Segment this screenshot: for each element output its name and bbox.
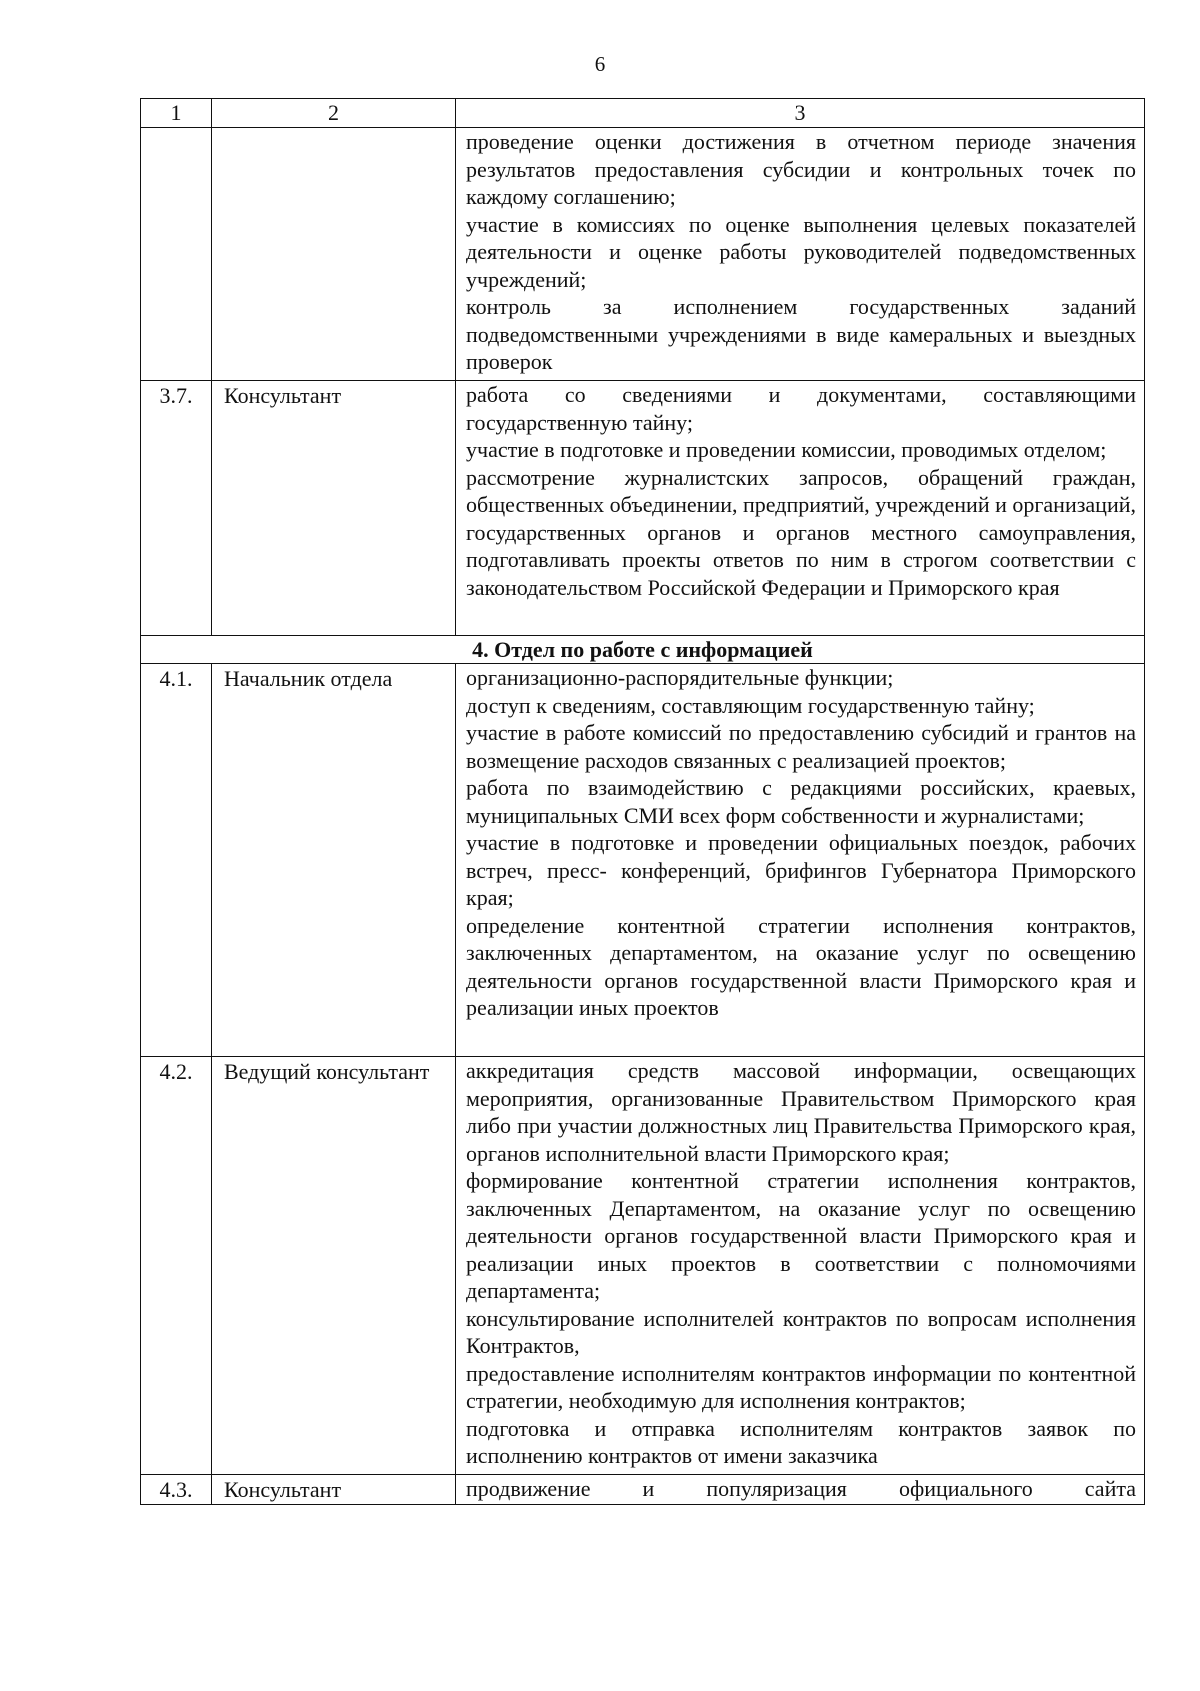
position-title — [212, 128, 456, 381]
duty-item: формирование контентной стратегии исполнения контрактов, заключенных Департаментом, на оказание услуг по освещению деятельности органов государственной власти Приморского края и реализации иных проектов в соответствии с полномочиями департамента; — [466, 1168, 1136, 1303]
table-row — [141, 381, 1145, 636]
duty-item: участие в работе комиссий по предоставлению субсидий и грантов на возмещение расходов связанных с реализацией проектов; — [466, 720, 1136, 773]
duty-item: участие в подготовке и проведении официальных поездок, рабочих встреч, пресс- конференций, брифингов Губернатора Приморского края; — [466, 830, 1136, 910]
duties-cell — [456, 128, 1145, 381]
duty-item: работа по взаимодействию с редакциями российских, краевых, муниципальных СМИ всех форм собственности и журналистами; — [466, 775, 1136, 828]
duties-cell — [456, 664, 1145, 1057]
duty-item: доступ к сведениям, составляющим государственную тайну; — [466, 692, 1035, 718]
column-header-1: 1 — [141, 99, 212, 128]
table-header-row — [141, 99, 1145, 128]
duty-item: аккредитация средств массовой информации, освещающих мероприятия, организованные Правительством Приморского края либо при участии должностных лиц Правительства Приморского края, органов исполнительной власти Приморского края; — [466, 1058, 1136, 1166]
row-number: 3.7. — [141, 381, 212, 636]
position-title: Начальник отдела — [212, 664, 456, 1057]
duties-cell — [456, 1475, 1145, 1505]
duty-item: подготовка и отправка исполнителям контрактов заявок по исполнению контрактов от имени заказчика — [466, 1415, 1136, 1468]
duty-item: участие в подготовке и проведении комиссии, проводимых отделом; — [466, 437, 1107, 462]
table-row — [141, 1057, 1145, 1475]
row-number: 4.1. — [141, 664, 212, 1057]
section-row — [141, 636, 1145, 664]
row-number: 4.3. — [141, 1475, 212, 1505]
duty-item: контроль за исполнением государственных заданий подведомственными учреждениями в виде камеральных и выездных проверок — [466, 294, 1136, 374]
row-number: 4.2. — [141, 1057, 212, 1475]
section-title: 4. Отдел по работе с информацией — [141, 636, 1145, 664]
duty-item: рассмотрение журналистских запросов, обращений граждан, общественных объединении, предприятий, учреждений и организаций, государственных органов и органов местного самоуправления, подготавливать проекты ответов по ним в строгом соответствии с законодательством Российской Федерации и Приморского края — [466, 464, 1136, 600]
duty-item: определение контентной стратегии исполнения контрактов, заключенных департаментом, на оказание услуг по освещению деятельности органов государственной власти Приморского края и реализации иных проектов — [466, 912, 1136, 1020]
position-title: Ведущий консультант — [212, 1057, 456, 1475]
duty-item: организационно-распорядительные функции; — [466, 665, 894, 690]
table-row — [141, 128, 1145, 381]
duties-table — [140, 98, 1145, 1505]
duty-item: консультирование исполнителей контрактов по вопросам исполнения Контрактов, — [466, 1305, 1136, 1358]
column-header-2: 2 — [212, 99, 456, 128]
page-number: 6 — [594, 52, 606, 76]
column-header-3: 3 — [456, 99, 1145, 128]
table-row — [141, 664, 1145, 1057]
position-title: Консультант — [212, 1475, 456, 1505]
duty-item: работа со сведениями и документами, составляющими государственную тайну; — [466, 382, 1136, 435]
duty-item: продвижение и популяризация официального сайта — [466, 1476, 1136, 1501]
position-title: Консультант — [212, 381, 456, 636]
row-number — [141, 128, 212, 381]
duty-item: предоставление исполнителям контрактов информации по контентной стратегии, необходимую для исполнения контрактов; — [466, 1360, 1136, 1413]
duties-cell — [456, 1057, 1145, 1475]
duty-item: участие в комиссиях по оценке выполнения целевых показателей деятельности и оценке работы руководителей подведомственных учреждений; — [466, 211, 1136, 292]
duties-cell — [456, 381, 1145, 636]
table-row — [141, 1475, 1145, 1505]
duty-item: проведение оценки достижения в отчетном периоде значения результатов предоставления субсидии и контрольных точек по каждому соглашению; — [466, 129, 1136, 209]
